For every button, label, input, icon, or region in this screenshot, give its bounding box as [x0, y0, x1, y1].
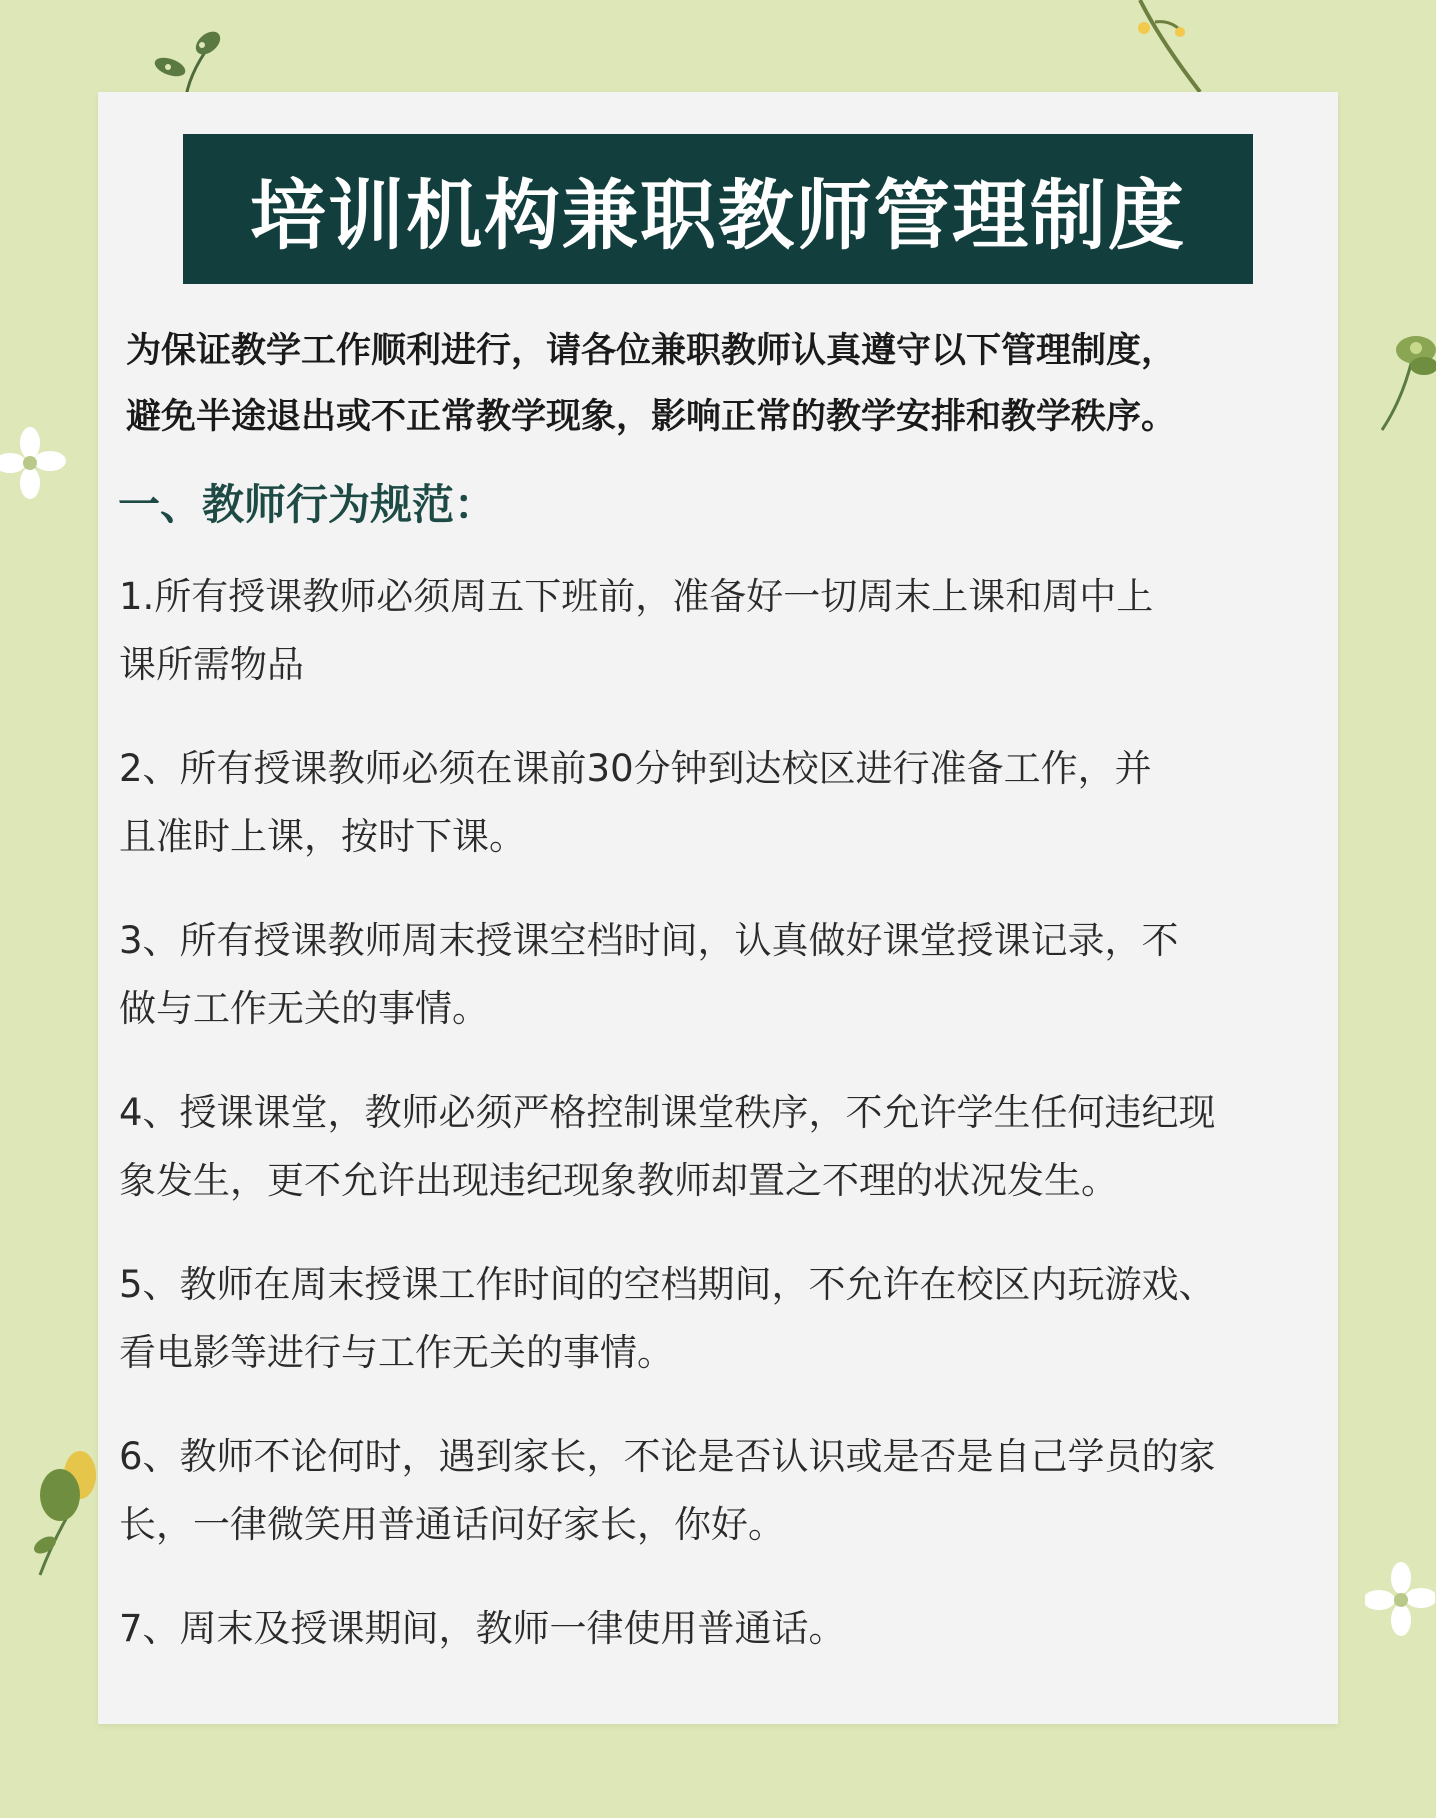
rule-item — [119, 735, 1319, 907]
branch-decoration — [1120, 0, 1230, 95]
rule-line: 1.所有授课教师必须周五下班前，准备好一切周末上课和周中上 — [119, 575, 1154, 618]
rule-item — [119, 1079, 1319, 1251]
rules-list — [119, 563, 1319, 1767]
section-heading: 一、教师行为规范： — [118, 480, 497, 529]
rule-line: 4、授课课堂，教师必须严格控制课堂秩序，不允许学生任何违纪现 — [119, 1091, 1216, 1134]
rule-line: 象发生，更不允许出现违纪现象教师却置之不理的状况发生。 — [119, 1159, 1118, 1202]
title-banner — [183, 134, 1253, 284]
rule-line: 做与工作无关的事情。 — [119, 987, 489, 1030]
rule-item — [119, 563, 1319, 735]
rule-item — [119, 1423, 1319, 1595]
intro-paragraph — [126, 318, 1306, 450]
rule-line: 2、所有授课教师必须在课前30分钟到达校区进行准备工作，并 — [119, 747, 1152, 790]
rule-item — [119, 907, 1319, 1079]
rule-line: 3、所有授课教师周末授课空档时间，认真做好课堂授课记录，不 — [119, 919, 1179, 962]
intro-line-1: 为保证教学工作顺利进行，请各位兼职教师认真遵守以下管理制度， — [126, 331, 1177, 371]
yellow-flower-decoration — [30, 1435, 105, 1580]
rule-line: 5、教师在周末授课工作时间的空档期间，不允许在校区内玩游戏、 — [119, 1263, 1216, 1306]
rule-line: 课所需物品 — [119, 643, 304, 686]
white-flower-decoration-2 — [1365, 1560, 1435, 1640]
rule-line: 看电影等进行与工作无关的事情。 — [119, 1331, 674, 1374]
rule-line: 且准时上课，按时下课。 — [119, 815, 526, 858]
rule-line: 6、教师不论何时，遇到家长，不论是否认识或是否是自己学员的家 — [119, 1435, 1216, 1478]
white-flower-decoration — [0, 425, 70, 505]
intro-line-2: 避免半途退出或不正常教学现象，影响正常的教学安排和教学秩序。 — [126, 397, 1177, 437]
rule-item — [119, 1595, 1319, 1767]
rule-line: 长，一律微笑用普通话问好家长，你好。 — [119, 1503, 785, 1546]
rule-item — [119, 1251, 1319, 1423]
page-title: 培训机构兼职教师管理制度 — [250, 170, 1186, 260]
leaf-flower-decoration — [1372, 320, 1436, 440]
rule-line: 7、周末及授课期间，教师一律使用普通话。 — [119, 1607, 846, 1650]
